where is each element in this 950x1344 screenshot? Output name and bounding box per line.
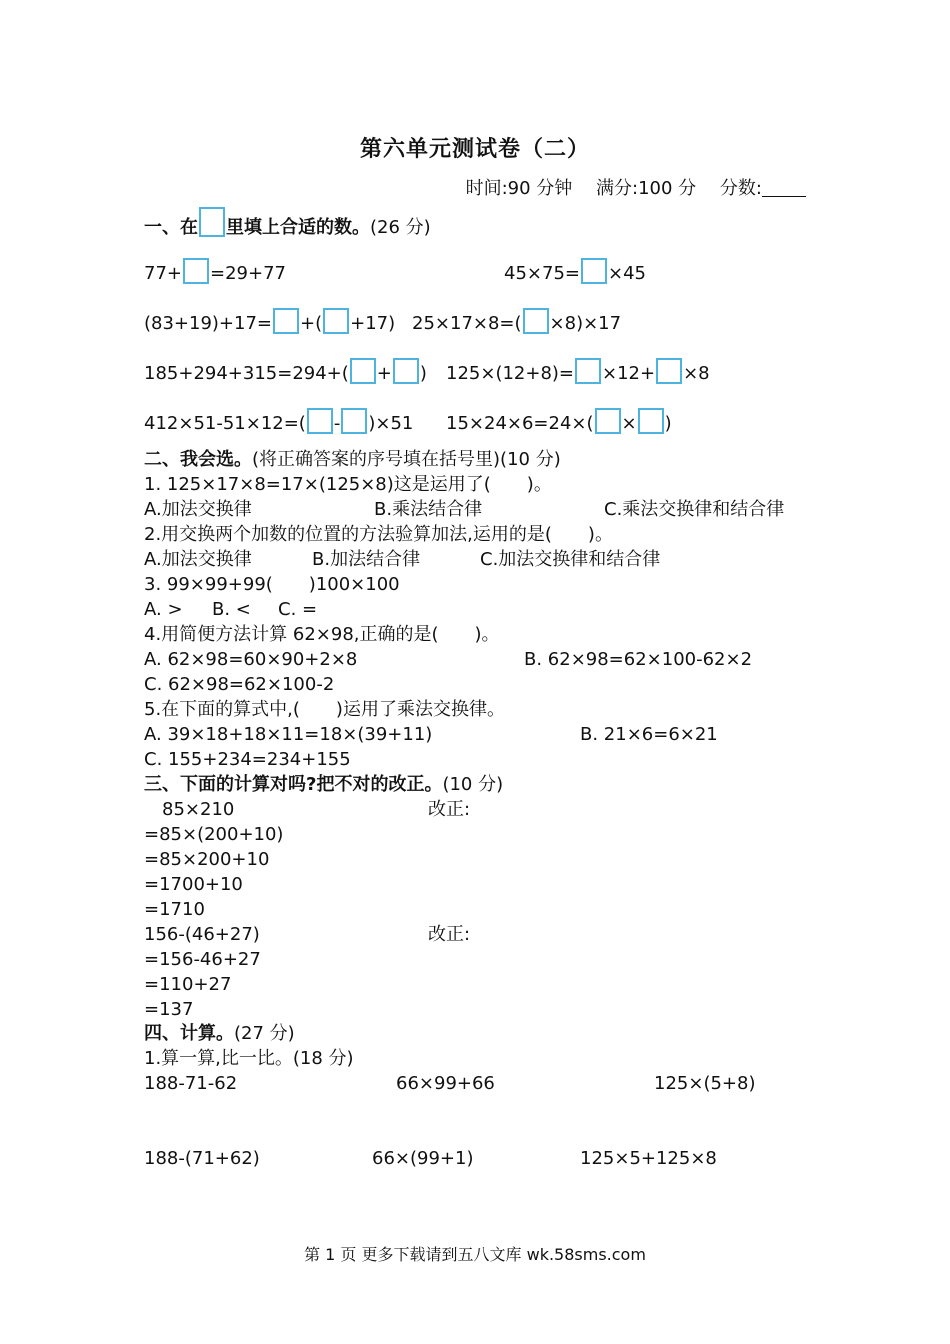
- expr-text: 25×17×8=(: [412, 313, 522, 334]
- s1-row3-right: [446, 358, 710, 386]
- question-4: 4.用简便方法计算 62×98,正确的是( )。: [144, 624, 500, 645]
- s1-row3-left: [144, 358, 427, 386]
- calc1-line: =1710: [144, 899, 205, 920]
- expr-text: ): [419, 363, 427, 384]
- s1-row4-right: [446, 408, 672, 436]
- expr-text: 15×24×6=24×(: [446, 413, 594, 434]
- calc-problem: 66×(99+1): [372, 1148, 474, 1169]
- expr-text: +17): [350, 313, 396, 334]
- q4-option-c[interactable]: C. 62×98=62×100-2: [144, 674, 335, 695]
- answer-box[interactable]: [595, 408, 621, 434]
- answer-box[interactable]: [183, 258, 209, 284]
- calc-problem: 188-71-62: [144, 1073, 238, 1094]
- expr-text: ): [664, 413, 672, 434]
- expr-text: ×: [621, 413, 637, 434]
- calc2-line: =156-46+27: [144, 949, 261, 970]
- q2-option-a[interactable]: A.加法交换律: [144, 549, 252, 570]
- q1-option-b[interactable]: B.乘法结合律: [374, 499, 483, 520]
- answer-box[interactable]: [581, 258, 607, 284]
- question-2: 2.用交换两个加数的位置的方法验算加法,运用的是( )。: [144, 524, 613, 545]
- section-2-heading: [144, 448, 561, 472]
- expr-text: ×12+: [602, 363, 656, 384]
- calc-problem: 188-(71+62): [144, 1148, 260, 1169]
- section-3-points: (10 分): [442, 774, 504, 795]
- answer-box[interactable]: [575, 358, 601, 384]
- calc2-line: 156-(46+27): [144, 924, 260, 945]
- time-limit: 时间:90 分钟: [465, 178, 573, 199]
- section-1-points: (26 分): [370, 217, 431, 238]
- calc1-line: =1700+10: [144, 874, 243, 895]
- s1-row2-left: [144, 308, 395, 336]
- answer-box[interactable]: [341, 408, 367, 434]
- section-3-title: 三、下面的计算对吗?把不对的改正。: [144, 774, 443, 795]
- q5-option-b[interactable]: B. 21×6=6×21: [580, 724, 718, 745]
- s1-row4-left: [144, 408, 413, 436]
- sample-box: [199, 207, 225, 237]
- expr-text: ×45: [607, 263, 646, 284]
- section-4-title: 四、计算。: [144, 1023, 234, 1044]
- section-2-points: (将正确答案的序号填在括号里)(10 分): [252, 449, 561, 470]
- calc-problem: 66×99+66: [396, 1073, 495, 1094]
- section-4-points: (27 分): [234, 1023, 295, 1044]
- expr-text: +: [376, 363, 392, 384]
- expr-text: 412×51-51×12=(: [144, 413, 306, 434]
- subsection-1: 1.算一算,比一比。(18 分): [144, 1048, 354, 1069]
- question-5: 5.在下面的算式中,( )运用了乘法交换律。: [144, 699, 505, 720]
- expr-text: ×8)×17: [549, 313, 622, 334]
- q1-option-a[interactable]: A.加法交换律: [144, 499, 252, 520]
- answer-box[interactable]: [307, 408, 333, 434]
- expr-text: (83+19)+17=: [144, 313, 273, 334]
- calc1-line: 85×210: [162, 799, 235, 820]
- q4-option-a[interactable]: A. 62×98=60×90+2×8: [144, 649, 358, 670]
- score-blank[interactable]: [762, 178, 806, 197]
- page-title: 第六单元测试卷（二）: [359, 136, 590, 162]
- expr-text: 125×(12+8)=: [446, 363, 575, 384]
- calc-problem: 125×5+125×8: [580, 1148, 717, 1169]
- correction-label: 改正:: [428, 924, 471, 945]
- calc1-line: =85×200+10: [144, 849, 270, 870]
- section-4-heading: [144, 1022, 295, 1046]
- s1-row1-left: [144, 258, 286, 286]
- q5-option-c[interactable]: C. 155+234=234+155: [144, 749, 351, 770]
- score-field: [720, 178, 806, 199]
- q2-option-c[interactable]: C.加法交换律和结合律: [480, 549, 661, 570]
- calc2-line: =110+27: [144, 974, 232, 995]
- q3-option-b[interactable]: B. <: [212, 599, 251, 620]
- s1-row2-right: [412, 308, 621, 336]
- calc-problem: 125×(5+8): [654, 1073, 756, 1094]
- answer-box[interactable]: [273, 308, 299, 334]
- question-3: 3. 99×99+99( )100×100: [144, 574, 400, 595]
- score-label: 分数:: [719, 178, 762, 199]
- page-footer: 第 1 页 更多下载请到五八文库 wk.58sms.com: [304, 1245, 646, 1264]
- section-1-heading: [144, 207, 431, 240]
- answer-box[interactable]: [323, 308, 349, 334]
- s1-row1-right: [504, 258, 646, 286]
- answer-box[interactable]: [523, 308, 549, 334]
- q3-option-a[interactable]: A. >: [144, 599, 183, 620]
- section-2-title: 二、我会选。: [144, 449, 252, 470]
- q3-option-c[interactable]: C. =: [278, 599, 318, 620]
- q2-option-b[interactable]: B.加法结合律: [312, 549, 421, 570]
- full-score: 满分:100 分: [596, 178, 697, 199]
- expr-text: 45×75=: [504, 263, 580, 284]
- expr-text: 77+: [144, 263, 182, 284]
- answer-box[interactable]: [638, 408, 664, 434]
- answer-box[interactable]: [393, 358, 419, 384]
- answer-box[interactable]: [350, 358, 376, 384]
- expr-text: -: [333, 413, 341, 434]
- question-1: 1. 125×17×8=17×(125×8)这是运用了( )。: [144, 474, 552, 495]
- exam-meta: [448, 174, 806, 200]
- q1-option-c[interactable]: C.乘法交换律和结合律: [604, 499, 785, 520]
- answer-box[interactable]: [656, 358, 682, 384]
- expr-text: =29+77: [210, 263, 286, 284]
- correction-label: 改正:: [428, 799, 471, 820]
- section-1-heading-a: 一、在: [144, 217, 198, 238]
- expr-text: +(: [300, 313, 323, 334]
- q4-option-b[interactable]: B. 62×98=62×100-62×2: [524, 649, 753, 670]
- section-1-heading-b: 里填上合适的数。: [226, 217, 370, 238]
- expr-text: )×51: [368, 413, 414, 434]
- calc2-line: =137: [144, 999, 194, 1020]
- section-3-heading: [144, 773, 503, 797]
- calc1-line: =85×(200+10): [144, 824, 284, 845]
- expr-text: 185+294+315=294+(: [144, 363, 349, 384]
- q5-option-a[interactable]: A. 39×18+18×11=18×(39+11): [144, 724, 433, 745]
- expr-text: ×8: [683, 363, 710, 384]
